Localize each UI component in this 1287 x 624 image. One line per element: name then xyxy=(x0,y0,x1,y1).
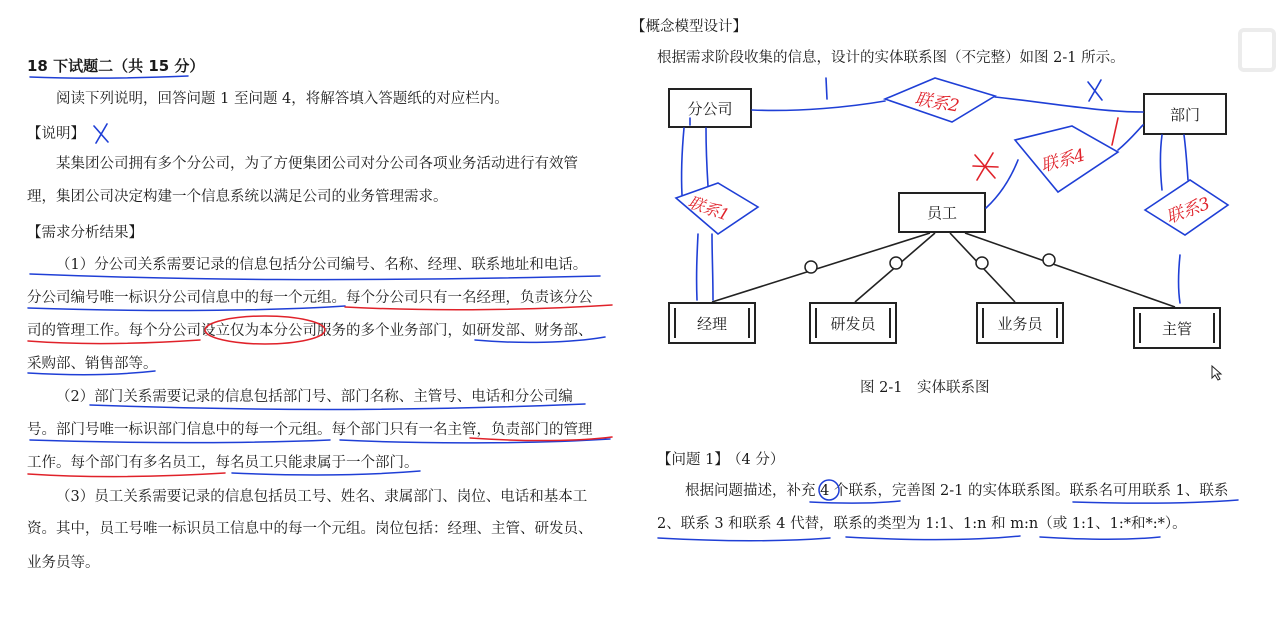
entity-label: 主管 xyxy=(1161,319,1192,338)
entity-label: 分公司 xyxy=(687,99,733,118)
entity-label: 业务员 xyxy=(997,314,1043,333)
description-line: 理，集团公司决定构建一个信息系统以满足公司的业务管理需求。 xyxy=(27,189,448,205)
requirement-line: 工作。每个部门有多名员工，每名员工只能隶属于一个部门。 xyxy=(27,455,419,471)
question-title: 18 下试题二（共 15 分） xyxy=(27,57,205,75)
entity-employee xyxy=(898,192,986,233)
entity-label: 研发员 xyxy=(830,314,876,333)
requirement-line: （2）部门关系需要记录的信息包括部门号、部门名称、主管号、电话和分公司编 xyxy=(56,389,573,405)
description-header: 【说明】 xyxy=(27,126,85,142)
watermark-logo xyxy=(1238,28,1276,72)
entity-salesman xyxy=(976,302,1064,344)
entity-branch-company xyxy=(668,88,752,128)
handwritten-label-relation3: 联系3 xyxy=(1163,193,1213,228)
requirements-header: 【需求分析结果】 xyxy=(27,225,143,241)
question1-line: 根据问题描述，补充 4 个联系，完善图 2-1 的实体联系图。联系名可用联系 1、联系 xyxy=(685,483,1229,499)
requirement-line: （1）分公司关系需要记录的信息包括分公司编号、名称、经理、联系地址和电话。 xyxy=(56,257,588,273)
entity-supervisor xyxy=(1133,307,1221,349)
entity-manager xyxy=(668,302,756,344)
concept-intro-text: 根据需求阶段收集的信息，设计的实体联系图（不完整）如图 2-1 所示。 xyxy=(657,50,1125,66)
requirement-line: 号。部门号唯一标识部门信息中的每一个元组。每个部门只有一名主管，负责部门的管理 xyxy=(27,422,593,438)
handwritten-label-relation1: 联系1 xyxy=(685,192,732,225)
handwritten-label-relation2: 联系2 xyxy=(913,89,961,117)
requirement-line: 资。其中，员工号唯一标识员工信息中的每一个元组。岗位包括：经理、主管、研发员、 xyxy=(27,521,593,537)
requirement-line: 采购部、销售部等。 xyxy=(27,356,158,372)
entity-researcher xyxy=(809,302,897,344)
figure-caption: 图 2-1 实体联系图 xyxy=(860,380,990,396)
question1-points: （4 分） xyxy=(727,452,785,468)
description-line: 某集团公司拥有多个分公司，为了方便集团公司对分公司各项业务活动进行有效管 xyxy=(56,156,578,172)
requirement-line: 分公司编号唯一标识分公司信息中的每一个元组。每个分公司只有一名经理，负责该分公 xyxy=(27,290,593,306)
entity-label: 部门 xyxy=(1169,105,1200,124)
entity-label: 员工 xyxy=(926,204,957,222)
entity-label: 经理 xyxy=(696,314,727,333)
concept-model-header: 【概念模型设计】 xyxy=(631,19,747,35)
question1-header: 【问题 1】 xyxy=(657,452,729,468)
requirement-line: 司的管理工作。每个分公司设立仅为本分公司服务的多个业务部门，如研发部、财务部、 xyxy=(27,323,593,339)
requirement-line: 业务员等。 xyxy=(27,555,100,571)
entity-department xyxy=(1143,93,1227,135)
question1-line: 2、联系 3 和联系 4 代替，联系的类型为 1:1、1:n 和 m:n（或 1:1、1:*和*:*）。 xyxy=(657,516,1187,532)
instruction-text: 阅读下列说明，回答问题 1 至问题 4，将解答填入答题纸的对应栏内。 xyxy=(56,91,509,107)
requirement-line: （3）员工关系需要记录的信息包括员工号、姓名、隶属部门、岗位、电话和基本工 xyxy=(56,489,588,505)
handwritten-label-relation4: 联系4 xyxy=(1038,145,1088,177)
